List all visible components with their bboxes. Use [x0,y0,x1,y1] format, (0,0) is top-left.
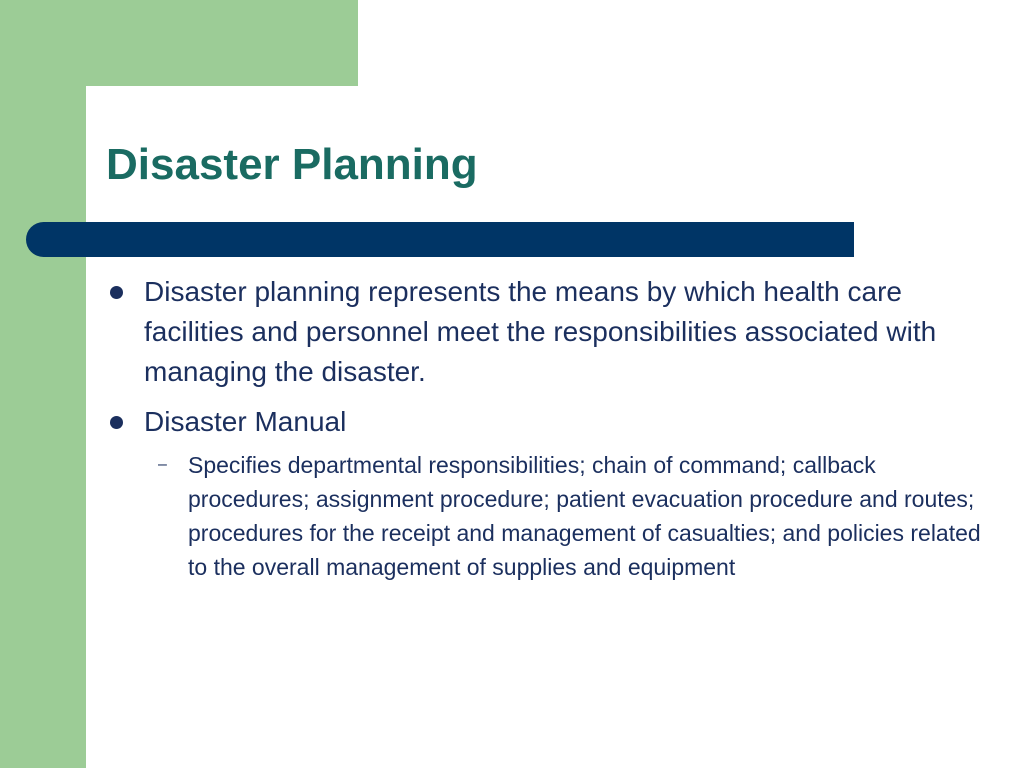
bullet-text: Disaster Manual [144,406,347,437]
sub-bullet-text: Specifies departmental responsibilities; chain of command; callback procedures; assignment procedure; patient evacuation procedure and routes; procedures for the receipt and management of casualties; and policies related to the overall management of supplies and equipment [188,452,981,580]
sub-bullet-item [106,448,986,584]
bullet-dot-icon [110,416,123,429]
dash-marker-icon: – [158,456,167,473]
slide-title: Disaster Planning [106,140,478,189]
slide-body [106,272,986,584]
bullet-text: Disaster planning represents the means by which health care facilities and personnel meet the responsibilities associated with managing the disaster. [144,276,937,387]
title-underline-bar [26,222,854,257]
bullet-item [106,272,986,392]
bullet-dot-icon [110,286,123,299]
bullet-item [106,402,986,442]
left-accent-strip [0,0,86,768]
top-accent-block [0,0,358,86]
